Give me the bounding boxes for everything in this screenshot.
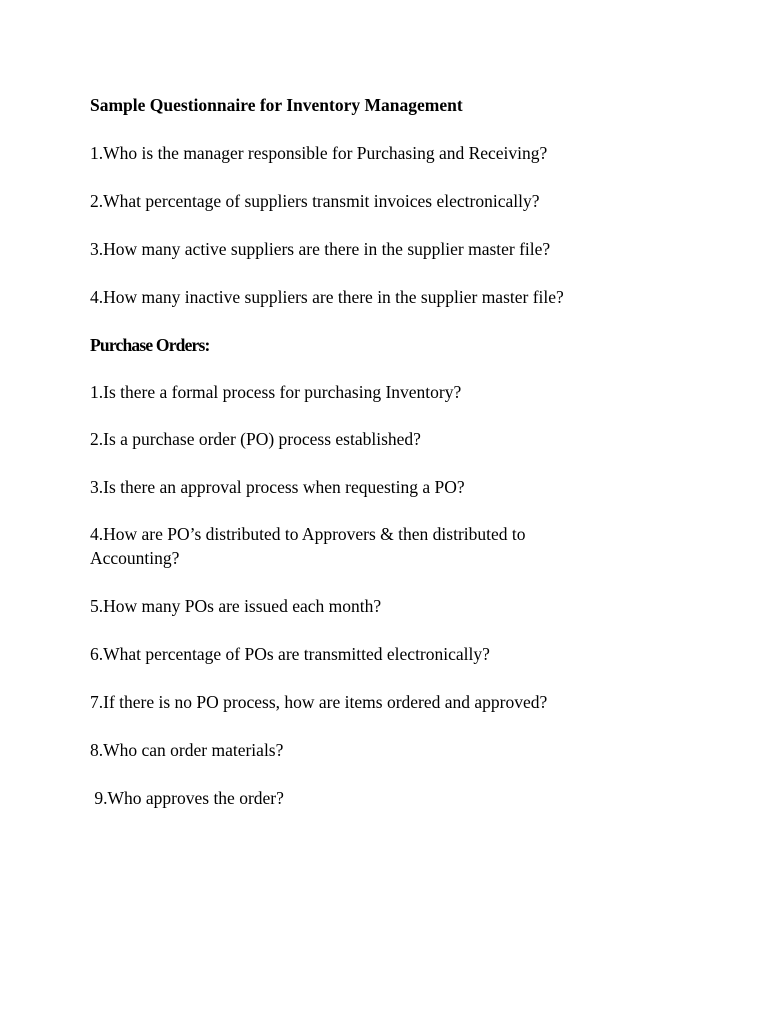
intro-question: 2.What percentage of suppliers transmit invoices electronically? — [90, 191, 540, 211]
section-heading: Purchase Orders: — [90, 335, 210, 355]
po-question: 2.Is a purchase order (PO) process established? — [90, 429, 421, 449]
po-question: 7.If there is no PO process, how are items ordered and approved? — [90, 692, 548, 712]
po-question: 8.Who can order materials? — [90, 740, 284, 760]
po-question: 1.Is there a formal process for purchasing Inventory? — [90, 382, 462, 402]
po-question: 3.Is there an approval process when requesting a PO? — [90, 477, 465, 497]
intro-question: 1.Who is the manager responsible for Purchasing and Receiving? — [90, 143, 548, 163]
po-question: 4.How are PO’s distributed to Approvers & then distributed to Accounting? — [90, 524, 526, 568]
intro-question: 3.How many active suppliers are there in the supplier master file? — [90, 239, 551, 259]
document-title: Sample Questionnaire for Inventory Management — [90, 95, 463, 115]
po-question: 9.Who approves the order? — [90, 788, 284, 808]
intro-question: 4.How many inactive suppliers are there in the supplier master file? — [90, 287, 564, 307]
po-question: 6.What percentage of POs are transmitted electronically? — [90, 644, 490, 664]
po-question: 5.How many POs are issued each month? — [90, 596, 382, 616]
